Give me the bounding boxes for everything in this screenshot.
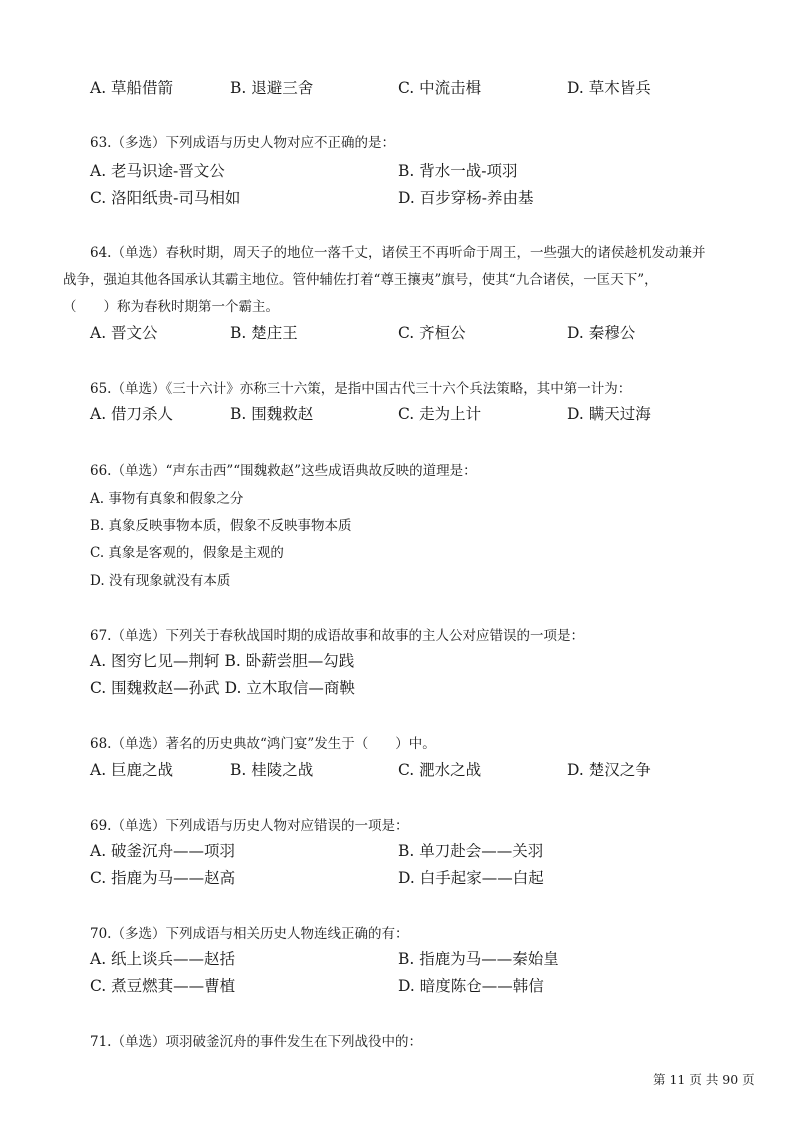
q68-option-b: B. 桂陵之战	[230, 761, 314, 779]
q68-stem: 68.（单选）著名的历史典故“鸿门宴”发生于（ ）中。	[90, 736, 436, 752]
q68-option-a: A. 巨鹿之战	[90, 761, 174, 779]
q66-option-a: A. 事物有真象和假象之分	[90, 491, 244, 507]
q64-stem-line-3: （ ）称为春秋时期第一个霸主。	[63, 299, 279, 315]
q62-option-b: B. 退避三舍	[230, 79, 314, 97]
q64-stem-line-1: 64.（单选）春秋时期，周天子的地位一落千丈，诸侯王不再听命于周王，一些强大的诸侯趁机发动兼并	[90, 245, 706, 261]
q67-stem: 67.（单选）下列关于春秋战国时期的成语故事和故事的主人公对应错误的一项是：	[90, 628, 584, 644]
q69-option-b: B. 单刀赴会——关羽	[398, 842, 544, 860]
q66-option-d: D. 没有现象就没有本质	[90, 573, 231, 589]
q63-stem: 63.（多选）下列成语与历史人物对应不正确的是：	[90, 135, 395, 151]
q63-option-b: B. 背水一战-项羽	[398, 162, 518, 180]
q64-option-c: C. 齐桓公	[398, 324, 466, 342]
q65-stem: 65.（单选）《三十六计》亦称三十六策，是指中国古代三十六个兵法策略，其中第一计为：	[90, 381, 632, 397]
q64-stem-line-2: 战争，强迫其他各国承认其霸主地位。管仲辅佐打着“尊王攘夷”旗号，使其“九合诸侯，一匡天下”，	[63, 272, 658, 288]
q65-option-d: D. 瞒天过海	[567, 405, 651, 423]
q65-option-c: C. 走为上计	[398, 405, 482, 423]
page-number-footer: 第 11 页 共 90 页	[653, 1072, 755, 1087]
q62-option-c: C. 中流击楫	[398, 79, 482, 97]
q63-option-c: C. 洛阳纸贵-司马相如	[90, 189, 241, 207]
q65-option-a: A. 借刀杀人	[90, 405, 174, 423]
q70-option-a: A. 纸上谈兵——赵括	[90, 950, 236, 968]
q66-option-c: C. 真象是客观的，假象是主观的	[90, 545, 284, 561]
q68-option-d: D. 楚汉之争	[567, 761, 651, 779]
q69-stem: 69.（单选）下列成语与历史人物对应错误的一项是：	[90, 818, 409, 834]
q69-option-a: A. 破釜沉舟——项羽	[90, 842, 236, 860]
q63-option-d: D. 百步穿杨-养由基	[398, 189, 534, 207]
q69-option-d: D. 白手起家——白起	[398, 869, 544, 887]
q71-stem: 71.（单选）项羽破釜沉舟的事件发生在下列战役中的：	[90, 1034, 422, 1050]
q68-option-c: C. 淝水之战	[398, 761, 482, 779]
q67-options-line-1: A. 图穷匕见—荆轲 B. 卧薪尝胆—勾践	[90, 652, 355, 670]
q66-stem: 66.（单选）“声东击西”“围魏救赵”这些成语典故反映的道理是：	[90, 463, 477, 479]
q64-option-d: D. 秦穆公	[567, 324, 636, 342]
q67-options-line-2: C. 围魏救赵—孙武 D. 立木取信—商鞅	[90, 679, 355, 697]
q62-option-d: D. 草木皆兵	[567, 79, 651, 97]
q70-option-b: B. 指鹿为马——秦始皇	[398, 950, 559, 968]
q64-option-b: B. 楚庄王	[230, 324, 298, 342]
q69-option-c: C. 指鹿为马——赵高	[90, 869, 236, 887]
q70-stem: 70.（多选）下列成语与相关历史人物连线正确的有：	[90, 926, 409, 942]
q70-option-d: D. 暗度陈仓——韩信	[398, 977, 544, 995]
q64-option-a: A. 晋文公	[90, 324, 158, 342]
q63-option-a: A. 老马识途-晋文公	[90, 162, 225, 180]
q65-option-b: B. 围魏救赵	[230, 405, 314, 423]
q66-option-b: B. 真象反映事物本质，假象不反映事物本质	[90, 518, 352, 534]
q70-option-c: C. 煮豆燃萁——曹植	[90, 977, 236, 995]
q62-option-a: A. 草船借箭	[90, 79, 174, 97]
